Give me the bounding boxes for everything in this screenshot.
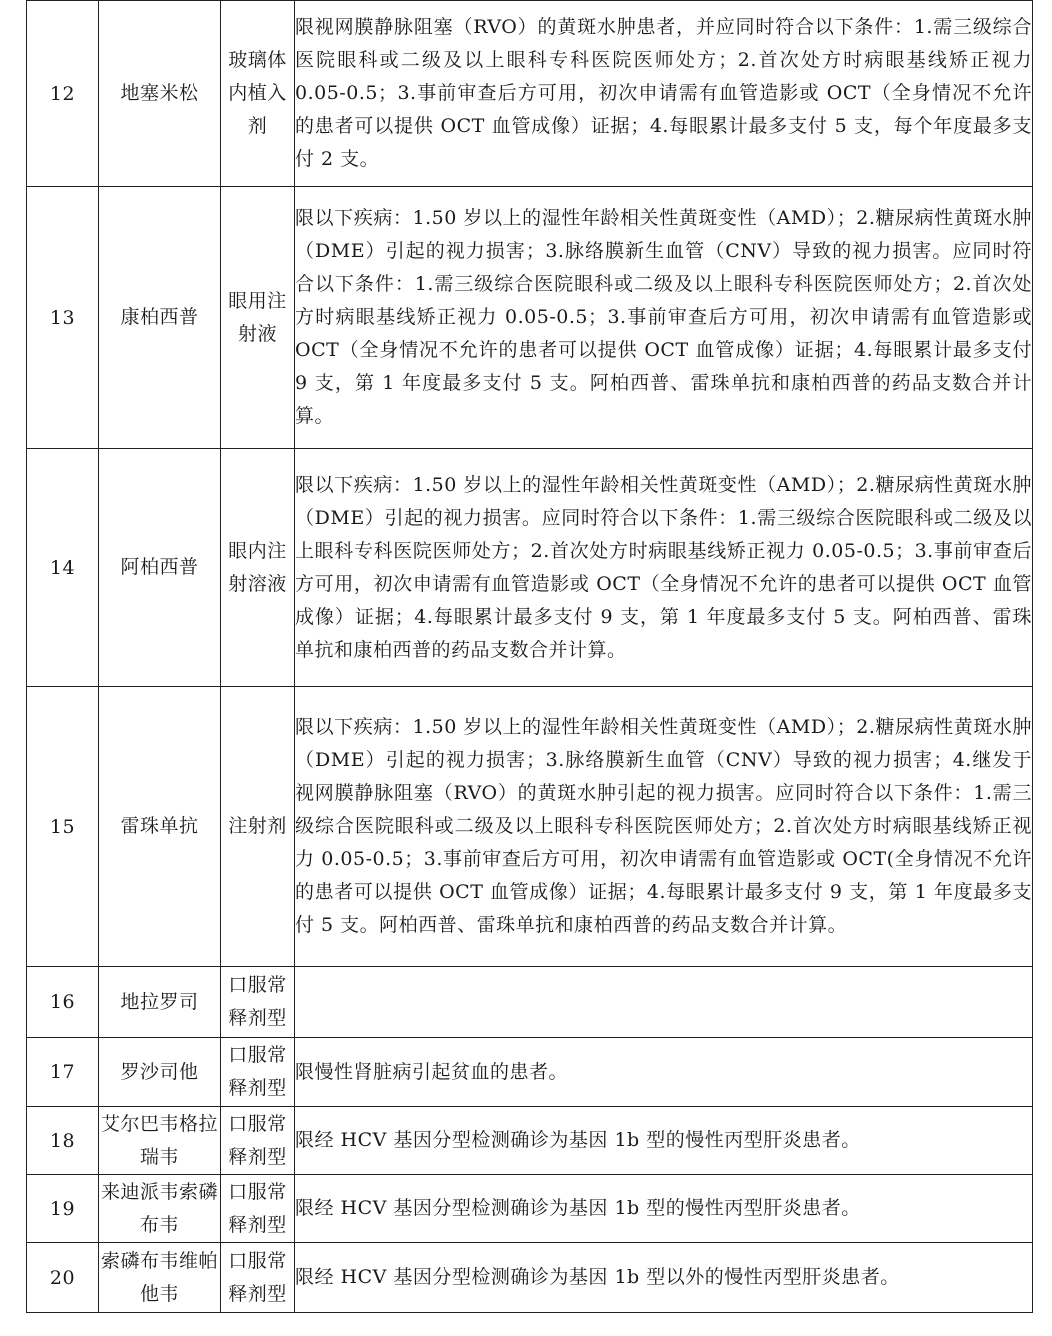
payment-limit [295, 1, 1033, 187]
drug-name [99, 1107, 221, 1175]
drug-name [99, 1175, 221, 1243]
row-number: 17 [27, 1038, 99, 1107]
drug-name [99, 1038, 221, 1107]
payment-limit-text: 限经 HCV 基因分型检测确诊为基因 1b 型的慢性丙型肝炎患者。 [295, 1197, 861, 1219]
payment-limit [295, 187, 1033, 449]
table-row [27, 687, 1033, 967]
row-number: 12 [27, 1, 99, 187]
row-number: 19 [27, 1175, 99, 1243]
table-row [27, 1038, 1033, 1107]
dosage-form-text: 口服常释剂型 [228, 1249, 287, 1305]
drug-name-text: 地拉罗司 [120, 990, 199, 1013]
payment-limit-text: 限视网膜静脉阻塞（RVO）的黄斑水肿患者，并应同时符合以下条件：1.需三级综合医院眼科或二级及以上眼科专科医院医师处方；2.首次处方时病眼基线矫正视力 0.05-0.5；3.事前审查后方可用，初次申请需有血管造影或 OCT（全身情况不允许的患者可以提供 OCT 血管成像）证据；4.每眼累计最多支付 5 支，每个年度最多支付 2 支。 [295, 16, 1032, 170]
table-row [27, 1107, 1033, 1175]
dosage-form [221, 449, 295, 687]
row-number: 16 [27, 967, 99, 1038]
dosage-form [221, 187, 295, 449]
payment-limit-text: 限以下疾病：1.50 岁以上的湿性年龄相关性黄斑变性（AMD）；2.糖尿病性黄斑水肿（DME）引起的视力损害。应同时符合以下条件：1.需三级综合医院眼科或二级及以上眼科专科医院医师处方；2.首次处方时病眼基线矫正视力 0.05-0.5；3.事前审查后方可用，初次申请需有血管造影或 OCT（全身情况不允许的患者可以提供 OCT 血管成像）证据；4.每眼累计最多支付 9 支，第 1 年度最多支付 5 支。阿柏西普、雷珠单抗和康柏西普的药品支数合并计算。 [295, 473, 1032, 661]
dosage-form [221, 687, 295, 967]
row-number: 13 [27, 187, 99, 449]
drug-name [99, 687, 221, 967]
payment-limit [295, 449, 1033, 687]
drug-name [99, 1243, 221, 1313]
dosage-form-text: 口服常释剂型 [228, 974, 287, 1029]
drug-name-text: 康柏西普 [120, 306, 199, 328]
table-row [27, 1175, 1033, 1243]
drug-limit-table [26, 0, 1033, 1313]
payment-limit [295, 1107, 1033, 1175]
table-row [27, 1243, 1033, 1313]
drug-name-text: 雷珠单抗 [120, 815, 199, 837]
payment-limit [295, 1038, 1033, 1107]
payment-limit-text: 限经 HCV 基因分型检测确诊为基因 1b 型的慢性丙型肝炎患者。 [295, 1129, 861, 1151]
dosage-form [221, 1175, 295, 1243]
drug-name [99, 1, 221, 187]
dosage-form-text: 眼内注射溶液 [228, 539, 287, 595]
row-number: 15 [27, 687, 99, 967]
drug-name-text: 地塞米松 [120, 82, 199, 104]
payment-limit [295, 1243, 1033, 1313]
dosage-form-text: 玻璃体内植入剂 [228, 49, 287, 137]
table-row [27, 1, 1033, 187]
drug-name [99, 187, 221, 449]
payment-limit [295, 1175, 1033, 1243]
dosage-form-text: 注射剂 [228, 815, 287, 837]
payment-limit-text: 限以下疾病：1.50 岁以上的湿性年龄相关性黄斑变性（AMD）；2.糖尿病性黄斑水肿（DME）引起的视力损害；3.脉络膜新生血管（CNV）导致的视力损害；4.继发于视网膜静脉阻塞（RVO）的黄斑水肿引起的视力损害。应同时符合以下条件：1.需三级综合医院眼科或二级及以上眼科专科医院医师处方；2.首次处方时病眼基线矫正视力 0.05-0.5；3.事前审查后方可用，初次申请需有血管造影或 OCT(全身情况不允许的患者可以提供 OCT 血管成像）证据；4.每眼累计最多支付 9 支，第 1 年度最多支付 5 支。阿柏西普、雷珠单抗和康柏西普的药品支数合并计算。 [295, 716, 1032, 936]
dosage-form-text: 口服常释剂型 [228, 1180, 287, 1236]
table-row [27, 967, 1033, 1038]
row-number: 14 [27, 449, 99, 687]
dosage-form [221, 1107, 295, 1175]
dosage-form [221, 1, 295, 187]
dosage-form-text: 眼用注射液 [228, 289, 287, 345]
dosage-form-text: 口服常释剂型 [228, 1112, 287, 1168]
payment-limit-text: 限以下疾病：1.50 岁以上的湿性年龄相关性黄斑变性（AMD）；2.糖尿病性黄斑水肿（DME）引起的视力损害；3.脉络膜新生血管（CNV）导致的视力损害。应同时符合以下条件：1.需三级综合医院眼科或二级及以上眼科专科医院医师处方；2.首次处方时病眼基线矫正视力 0.05-0.5；3.事前审查后方可用，初次申请需有血管造影或 OCT（全身情况不允许的患者可以提供 OCT 血管成像）证据；4.每眼累计最多支付 9 支，第 1 年度最多支付 5 支。阿柏西普、雷珠单抗和康柏西普的药品支数合并计算。 [295, 207, 1032, 427]
dosage-form [221, 1243, 295, 1313]
payment-limit-text: 限经 HCV 基因分型检测确诊为基因 1b 型以外的慢性丙型肝炎患者。 [295, 1266, 900, 1288]
row-number: 20 [27, 1243, 99, 1313]
dosage-form [221, 1038, 295, 1107]
row-number: 18 [27, 1107, 99, 1175]
dosage-form [221, 967, 295, 1038]
drug-name [99, 967, 221, 1038]
drug-name-text: 阿柏西普 [120, 556, 199, 578]
table-row [27, 449, 1033, 687]
dosage-form-text: 口服常释剂型 [228, 1044, 287, 1099]
drug-name [99, 449, 221, 687]
drug-name-text: 来迪派韦索磷布韦 [100, 1180, 218, 1236]
drug-name-text: 索磷布韦维帕他韦 [100, 1249, 218, 1305]
document-page [26, 0, 1032, 1313]
drug-name-text: 艾尔巴韦格拉瑞韦 [100, 1112, 218, 1168]
table-row [27, 187, 1033, 449]
payment-limit [295, 687, 1033, 967]
drug-name-text: 罗沙司他 [120, 1060, 199, 1083]
payment-limit [295, 967, 1033, 1038]
payment-limit-text: 限慢性肾脏病引起贫血的患者。 [295, 1060, 569, 1083]
